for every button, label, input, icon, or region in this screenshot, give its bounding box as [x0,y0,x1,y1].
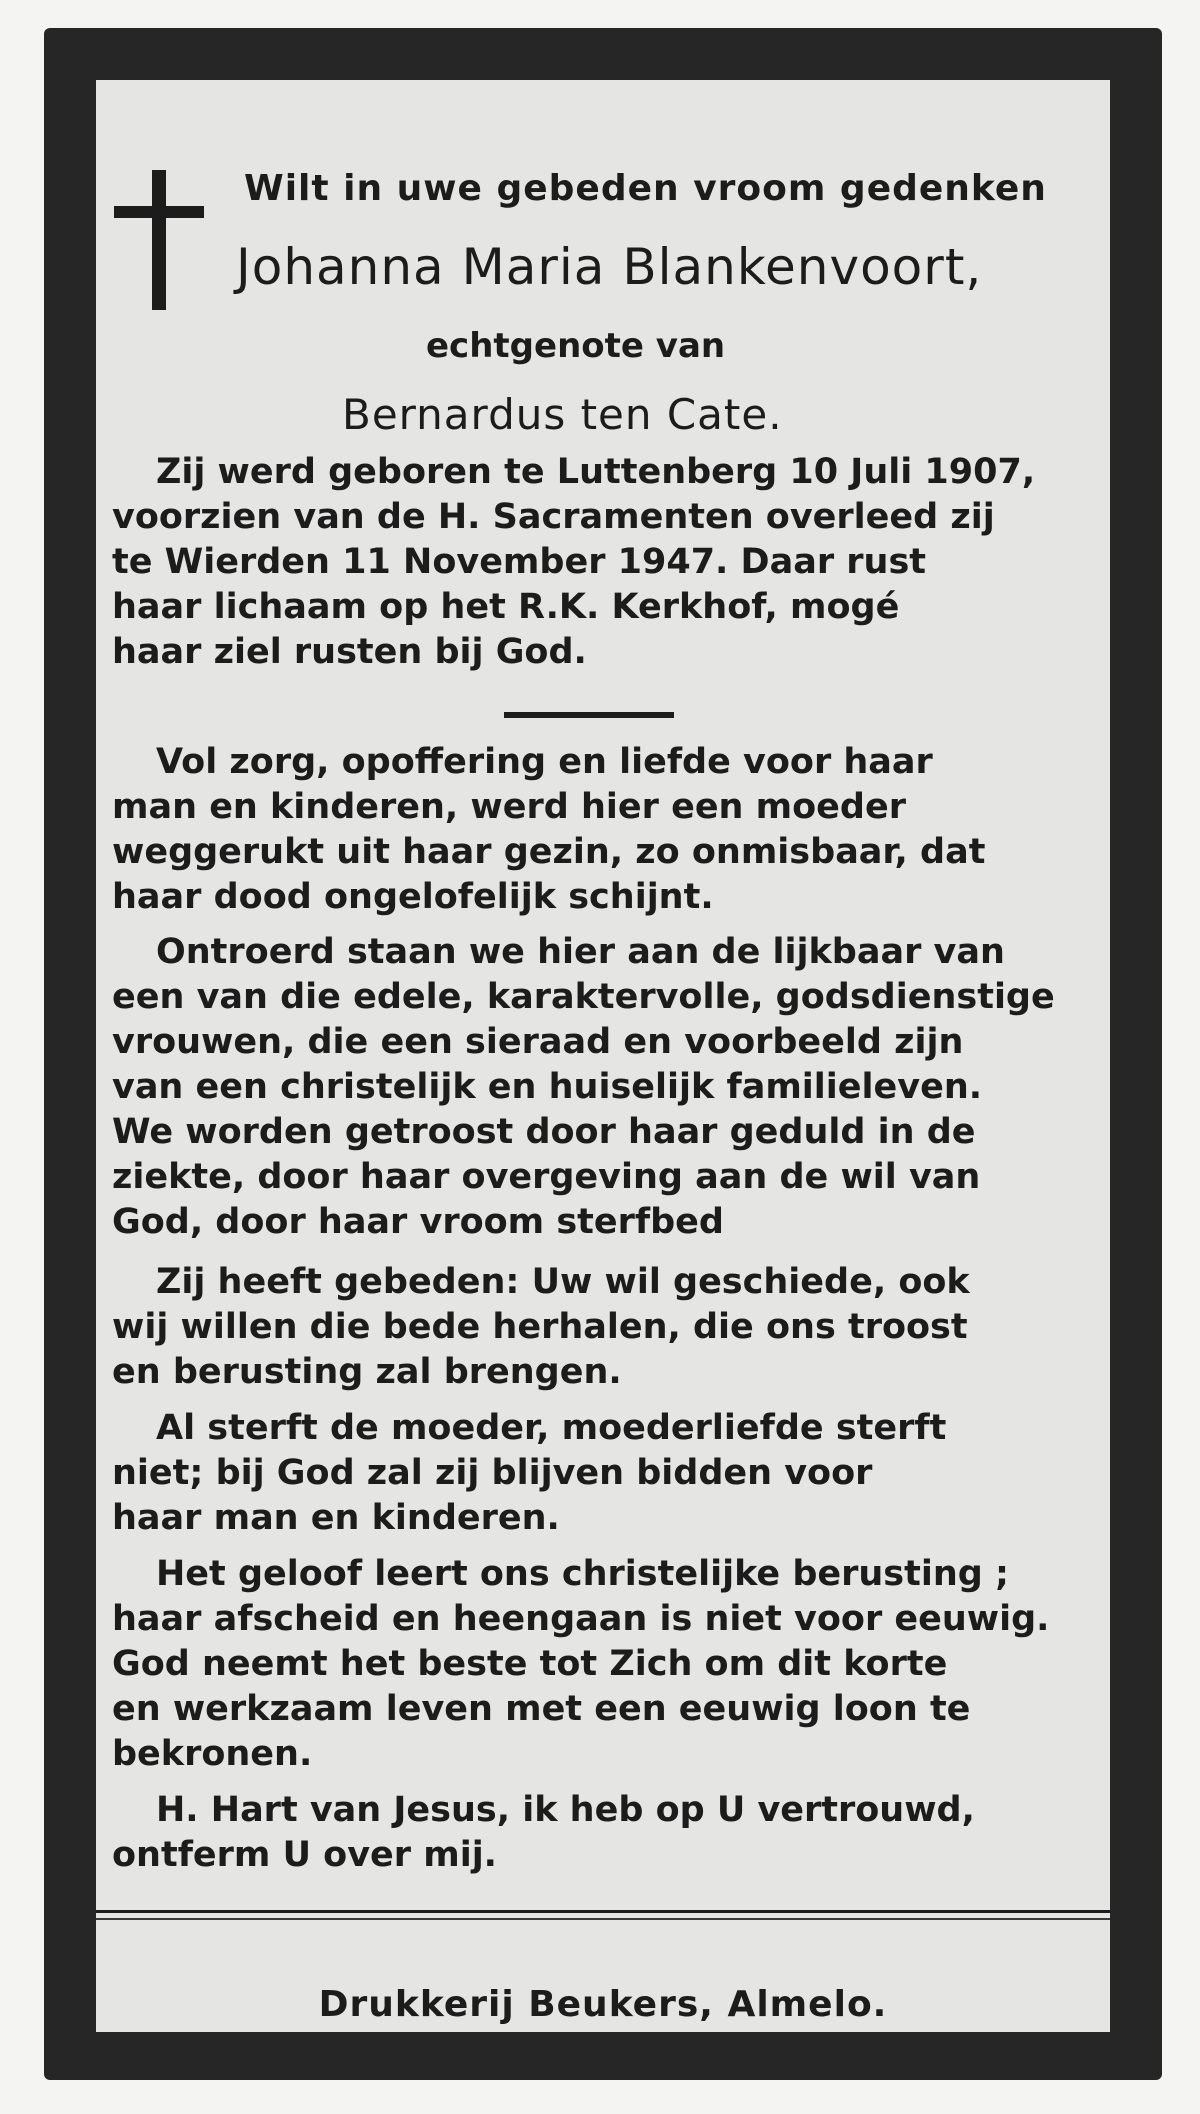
paragraph-line: haar afscheid en heengaan is niet voor eeuwig. [112,1599,1050,1639]
paragraph-line: niet; bij God zal zij blijven bidden voor [112,1453,873,1493]
bio-line: voorzien van de H. Sacramenten overleed zij [112,497,995,537]
paragraph-line: Ontroerd staan we hier aan de lijkbaar van [156,932,1005,972]
paragraph-line: wij willen die bede herhalen, die ons troost [112,1307,968,1347]
spouse-intro: echtgenote van [426,326,726,366]
deceased-name: Johanna Maria Blankenvoort, [236,238,983,296]
paragraph-line: H. Hart van Jesus, ik heb op U vertrouwd, [156,1790,975,1830]
paragraph-line: Het geloof leert ons christelijke berusting ; [156,1554,1010,1594]
paragraph-line: haar dood ongelofelijk schijnt. [112,877,714,917]
paragraph-line: en berusting zal brengen. [112,1352,622,1392]
text-paragraph [112,930,1102,1245]
paragraph-line: vrouwen, die een sieraad en voorbeeld zijn [112,1022,964,1062]
paragraph-line: God, door haar vroom sterfbed [112,1202,724,1242]
paragraph-line: Vol zorg, opoffering en liefde voor haar [156,742,933,782]
prayer-paragraph [112,1788,1102,1878]
bio-line: te Wierden 11 November 1947. Daar rust [112,542,927,582]
printer-credit: Drukkerij Beukers, Almelo. [318,1984,888,2025]
bio-paragraph [112,450,1102,675]
paragraph-line: bekronen. [112,1734,313,1774]
paragraph-line: Al sterft de moeder, moederliefde sterft [156,1408,947,1448]
paragraph-line: ziekte, door haar overgeving aan de wil van [112,1157,981,1197]
bio-line: haar lichaam op het R.K. Kerkhof, mogé [112,587,900,627]
text-paragraph [112,1406,1102,1541]
text-paragraph [112,1260,1102,1395]
text-paragraph [112,1552,1102,1777]
paragraph-line: van een christelijk en huiselijk familieleven. [112,1067,983,1107]
paragraph-line: weggerukt uit haar gezin, zo onmisbaar, dat [112,832,986,872]
bio-line: Zij werd geboren te Luttenberg 10 Juli 1907, [156,452,1036,492]
paragraph-line: God neemt het beste tot Zich om dit korte [112,1644,948,1684]
bio-line: haar ziel rusten bij God. [112,632,587,672]
text-paragraph [112,740,1102,920]
spouse-name: Bernardus ten Cate. [342,390,783,439]
paragraph-line: ontferm U over mij. [112,1835,497,1875]
paragraph-line: en werkzaam leven met een eeuwig loon te [112,1689,971,1729]
footer-rule [96,1910,1110,1913]
paragraph-line: haar man en kinderen. [112,1498,560,1538]
card-intro: Wilt in uwe gebeden vroom gedenken [244,168,1047,209]
memorial-card [96,80,1110,2032]
paragraph-line: een van die edele, karaktervolle, godsdienstige [112,977,1055,1017]
paragraph-line: We worden getroost door haar geduld in de [112,1112,976,1152]
paragraph-line: Zij heeft gebeden: Uw wil geschiede, ook [156,1262,970,1302]
cross-icon [114,170,204,310]
paragraph-line: man en kinderen, werd hier een moeder [112,787,906,827]
divider [504,712,674,718]
footer-rule [96,1918,1110,1920]
